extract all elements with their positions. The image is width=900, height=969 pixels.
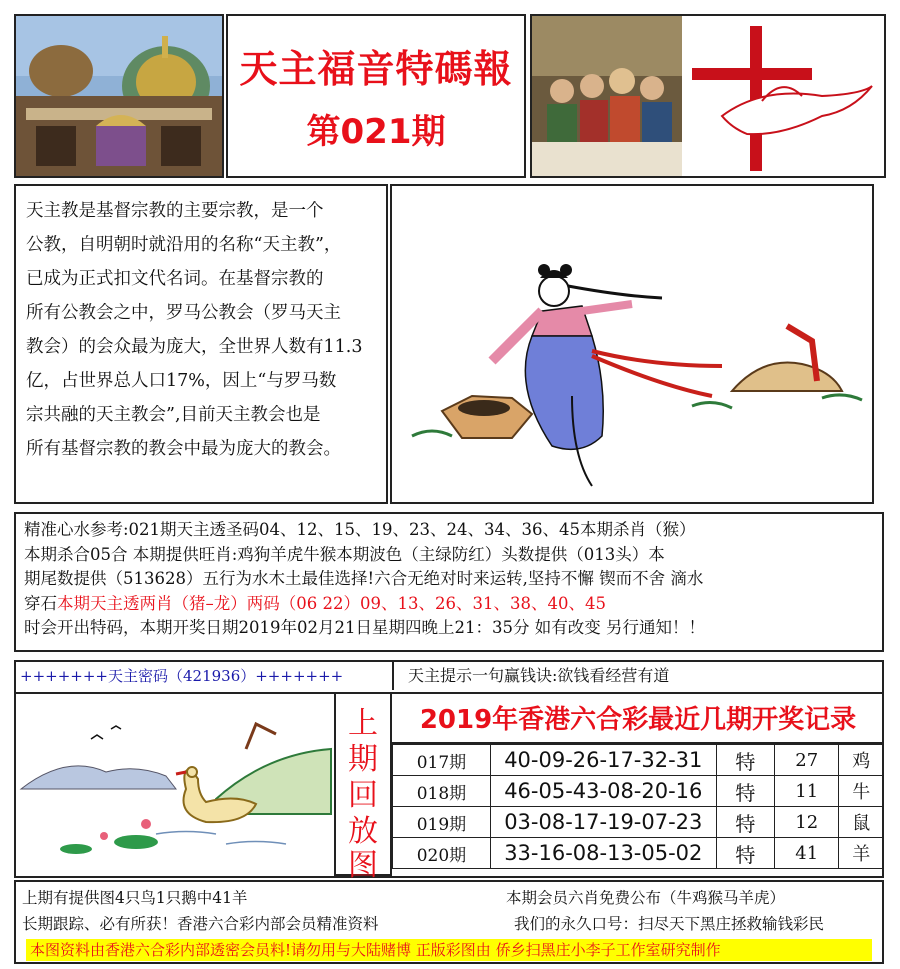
intro-line: 所有公教会之中，罗马公教会（罗马天主: [26, 303, 341, 323]
table-row: [393, 838, 884, 869]
cathedral-image: [14, 14, 224, 178]
notes-line-2: 本期杀合05合 本期提供旺肖:鸡狗羊虎牛猴本期波色（主绿防红）头数提供（013头）本: [24, 544, 665, 564]
issue-cell: 019期: [393, 807, 491, 838]
secret-code: [16, 662, 390, 690]
table-row: [393, 745, 884, 776]
footer-left-1: 上期有提供图4只鸟1只鹅中41羊: [22, 889, 248, 907]
replay-char: 期: [348, 742, 378, 777]
notes-line-5: 时会开出特码，本期开奖日期2019年02月21日星期四晚上21：35分 如有改变 另行通知！！: [24, 618, 705, 637]
goose-lake-illustration: [16, 694, 334, 874]
notes-line-3: 期尾数提供（513628）五行为水木土最佳选择!六合无绝对时来运转,坚持不懈 锲而不舍 滴水: [24, 569, 704, 588]
tip-text: 天主提示一句赢钱诀:欲钱看经营有道: [392, 662, 884, 690]
intro-line: 亿，占世界总人口17%，因上“与罗马数: [26, 371, 337, 391]
records-title: 2019年香港六合彩最近几期开奖记录: [392, 692, 884, 744]
notes-box: [14, 512, 884, 652]
animal-cell: 牛: [839, 776, 884, 807]
notes-line-4-black: 穿石: [24, 593, 57, 613]
numbers-cell: 03-08-17-19-07-23: [490, 807, 716, 838]
dancing-girl-illustration: [392, 186, 872, 502]
last-supper-and-cross-illustration: [532, 16, 884, 176]
special-label-cell: 特: [716, 776, 774, 807]
replay-char: 上: [348, 706, 378, 741]
footer-left-2: 长期跟踪、必有所获！香港六合彩内部会员精准资料: [22, 915, 379, 933]
special-number-cell: 41: [775, 838, 839, 869]
issue-number: 第021期: [306, 112, 446, 152]
draw-records-table: [392, 744, 884, 869]
footer-right-2: 我们的永久口号：扫尽天下黑庄拯救输钱彩民: [514, 915, 825, 933]
numbers-cell: 46-05-43-08-20-16: [490, 776, 716, 807]
replay-char: 回: [348, 778, 378, 813]
special-label-cell: 特: [716, 745, 774, 776]
table-row: [393, 776, 884, 807]
special-number-cell: 12: [775, 807, 839, 838]
notes-line-4: [24, 592, 874, 617]
religious-images: [530, 14, 886, 178]
special-label-cell: 特: [716, 807, 774, 838]
intro-text-box: [14, 184, 388, 504]
footer-box: [14, 880, 884, 964]
issue-cell: 020期: [393, 838, 491, 869]
header-title-box: [226, 14, 526, 178]
notes-line-4-red: 本期天主透两肖（猪–龙）两码（06 22）09、13、26、31、38、40、45: [57, 593, 606, 613]
footer-highlight: 本图资料由香港六合彩内部透密会员料!请勿用与大陆赌博 正版彩图由 侨乡扫黑庄小李子工作室研究制作: [26, 939, 872, 961]
cathedral-illustration: [16, 16, 222, 176]
issue-cell: 018期: [393, 776, 491, 807]
replay-char: 放: [348, 814, 378, 849]
page-title: 天主福音特碼報: [239, 47, 513, 91]
footer-right-1: 本期会员六肖免费公布（牛鸡猴马羊虎）: [506, 889, 786, 907]
notes-line-1: 精准心水参考:021期天主透圣码04、12、15、19、23、24、34、36、45本期杀肖（猴）: [24, 520, 696, 539]
animal-cell: 鸡: [839, 745, 884, 776]
special-number-cell: 11: [775, 776, 839, 807]
intro-line: 所有基督宗教的教会中最为庞大的教会。: [26, 439, 341, 459]
intro-line: 教会）的会众最为庞大，全世界人数有11.3: [26, 337, 363, 357]
secret-code-text: +++++++天主密码（421936）+++++++: [20, 667, 344, 685]
girl-illustration-box: [390, 184, 874, 504]
intro-line: 已成为正式扣文代名词。在基督宗教的: [26, 269, 324, 289]
animal-cell: 鼠: [839, 807, 884, 838]
special-label-cell: 特: [716, 838, 774, 869]
goose-illustration-box: [16, 692, 334, 876]
intro-line: 公教，自明朝时就沿用的名称“天主教”，: [26, 235, 342, 255]
replay-char: 图: [348, 848, 378, 883]
table-row: [393, 807, 884, 838]
numbers-cell: 33-16-08-13-05-02: [490, 838, 716, 869]
animal-cell: 羊: [839, 838, 884, 869]
intro-line: 宗共融的天主教会”,目前天主教会也是: [26, 405, 321, 425]
special-number-cell: 27: [775, 745, 839, 776]
last-issue-replay-label: [334, 692, 392, 883]
numbers-cell: 40-09-26-17-32-31: [490, 745, 716, 776]
intro-line: 天主教是基督宗教的主要宗教，是一个: [26, 201, 324, 221]
issue-cell: 017期: [393, 745, 491, 776]
